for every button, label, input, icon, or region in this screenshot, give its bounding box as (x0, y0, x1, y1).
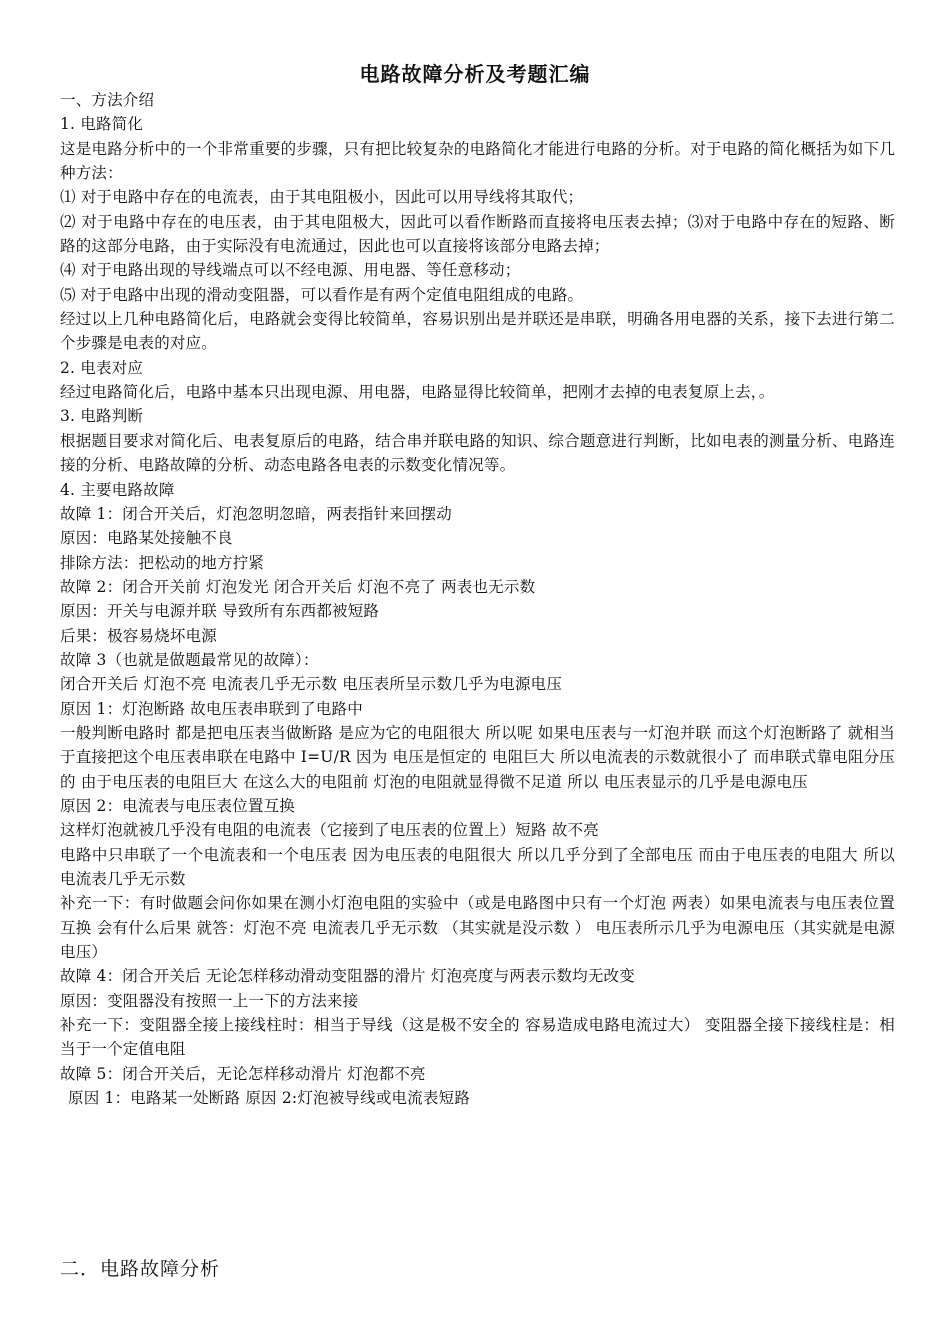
document-body (60, 88, 895, 1110)
paragraph: 经过以上几种电路简化后，电路就会变得比较简单，容易识别出是并联还是串联，明确各用电器的关系，接下去进行第二个步骤是电表的对应。 (60, 310, 895, 353)
paragraph: 原因：开关与电源并联 导致所有东西都被短路 (60, 602, 380, 621)
paragraph: 原因：电路某处接触不良 (60, 529, 233, 548)
paragraph: 原因 1：灯泡断路 故电压表串联到了电路中 (60, 699, 363, 718)
paragraph: 补充一下：有时做题会问你如果在测小灯泡电阻的实验中（或是电路图中只有一个灯泡 两表）如果电流表与电压表位置互换 会有什么后果 就答：灯泡不亮 电流表几乎无示数 （其实就是没示数 ） 电压表所示几乎为电源电压（其实就是电源电压） (60, 894, 895, 962)
subheading: 2. 电表对应 (60, 358, 144, 377)
section-heading: 一、方法介绍 (60, 91, 155, 109)
paragraph: 经过电路简化后，电路中基本只出现电源、用电器，电路显得比较简单，把刚才去掉的电表复原上去，。 (60, 383, 775, 402)
paragraph: 原因 2：电流表与电压表位置互换 (60, 796, 295, 815)
paragraph: 根据题目要求对简化后、电表复原后的电路，结合串并联电路的知识、综合题意进行判断，比如电表的测量分析、电路连接的分析、电路故障的分析、动态电路各电表的示数变化情况等。 (60, 431, 895, 475)
paragraph: 补充一下：变阻器全接上接线柱时：相当于导线（这是极不安全的 容易造成电路电流过大） 变阻器全接下接线柱是：相当于一个定值电阻 (60, 1016, 895, 1059)
paragraph: 电路中只串联了一个电流表和一个电压表 因为电压表的电阻很大 所以几乎分到了全部电压 而由于电压表的电阻大 所以电流表几乎无示数 (60, 845, 895, 888)
paragraph: ⑵ 对于电路中存在的电压表，由于其电阻极大，因此可以看作断路而直接将电压表去掉；⑶对于电路中存在的短路、断路的这部分电路，由于实际没有电流通过，因此也可以直接将该部分电路去掉； (60, 212, 895, 256)
paragraph: ⑴ 对于电路中存在的电流表，由于其电阻极小，因此可以用导线将其取代； (60, 188, 584, 207)
section-heading-2: 二．电路故障分析 (60, 1258, 221, 1280)
paragraph: 故障 5：闭合开关后，无论怎样移动滑片 灯泡都不亮 (60, 1064, 426, 1083)
paragraph: 闭合开关后 灯泡不亮 电流表几乎无示数 电压表所呈示数几乎为电源电压 (60, 675, 563, 694)
paragraph: 故障 2：闭合开关前 灯泡发光 闭合开关后 灯泡不亮了 两表也无示数 (60, 577, 536, 596)
paragraph: 故障 1：闭合开关后，灯泡忽明忽暗，两表指针来回摆动 (60, 504, 452, 523)
paragraph: 原因 1：电路某一处断路 原因 2:灯泡被导线或电流表短路 (68, 1089, 471, 1108)
paragraph: 这是电路分析中的一个非常重要的步骤，只有把比较复杂的电路简化才能进行电路的分析。对于电路的简化概括为如下几种方法： (60, 139, 895, 183)
subheading: 4. 主要电路故障 (60, 480, 175, 499)
paragraph: 这样灯泡就被几乎没有电阻的电流表（它接到了电压表的位置上）短路 故不亮 (60, 821, 599, 840)
paragraph: 后果：极容易烧坏电源 (60, 626, 218, 645)
paragraph: ⑸ 对于电路中出现的滑动变阻器，可以看作是有两个定值电阻组成的电路。 (60, 285, 584, 304)
paragraph: 故障 4：闭合开关后 无论怎样移动滑动变阻器的滑片 灯泡亮度与两表示数均无改变 (60, 967, 635, 986)
paragraph: 排除方法：把松动的地方拧紧 (60, 553, 265, 572)
subheading: 1. 电路简化 (60, 115, 144, 134)
paragraph: 一般判断电路时 都是把电压表当做断路 是应为它的电阻很大 所以呢 如果电压表与一灯泡并联 而这个灯泡断路了 就相当于直接把这个电压表串联在电路中 I=U/R 因为 电压是恒定的 电阻巨大 所以电流表的示数就很小了 而串联式靠电阻分压的 由于电压表的电阻巨大 在这么大的电阻前 灯泡的电阻就显得微不足道 所以 电压表显示的几乎是电源电压 (60, 723, 895, 791)
paragraph: ⑷ 对于电路出现的导线端点可以不经电源、用电器、等任意移动； (60, 261, 521, 280)
subheading: 3. 电路判断 (60, 407, 144, 426)
paragraph: 原因：变阻器没有按照一上一下的方法来接 (60, 991, 359, 1010)
document-title: 电路故障分析及考题汇编 (359, 62, 591, 86)
paragraph: 故障 3（也就是做题最常见的故障）： (60, 650, 319, 669)
